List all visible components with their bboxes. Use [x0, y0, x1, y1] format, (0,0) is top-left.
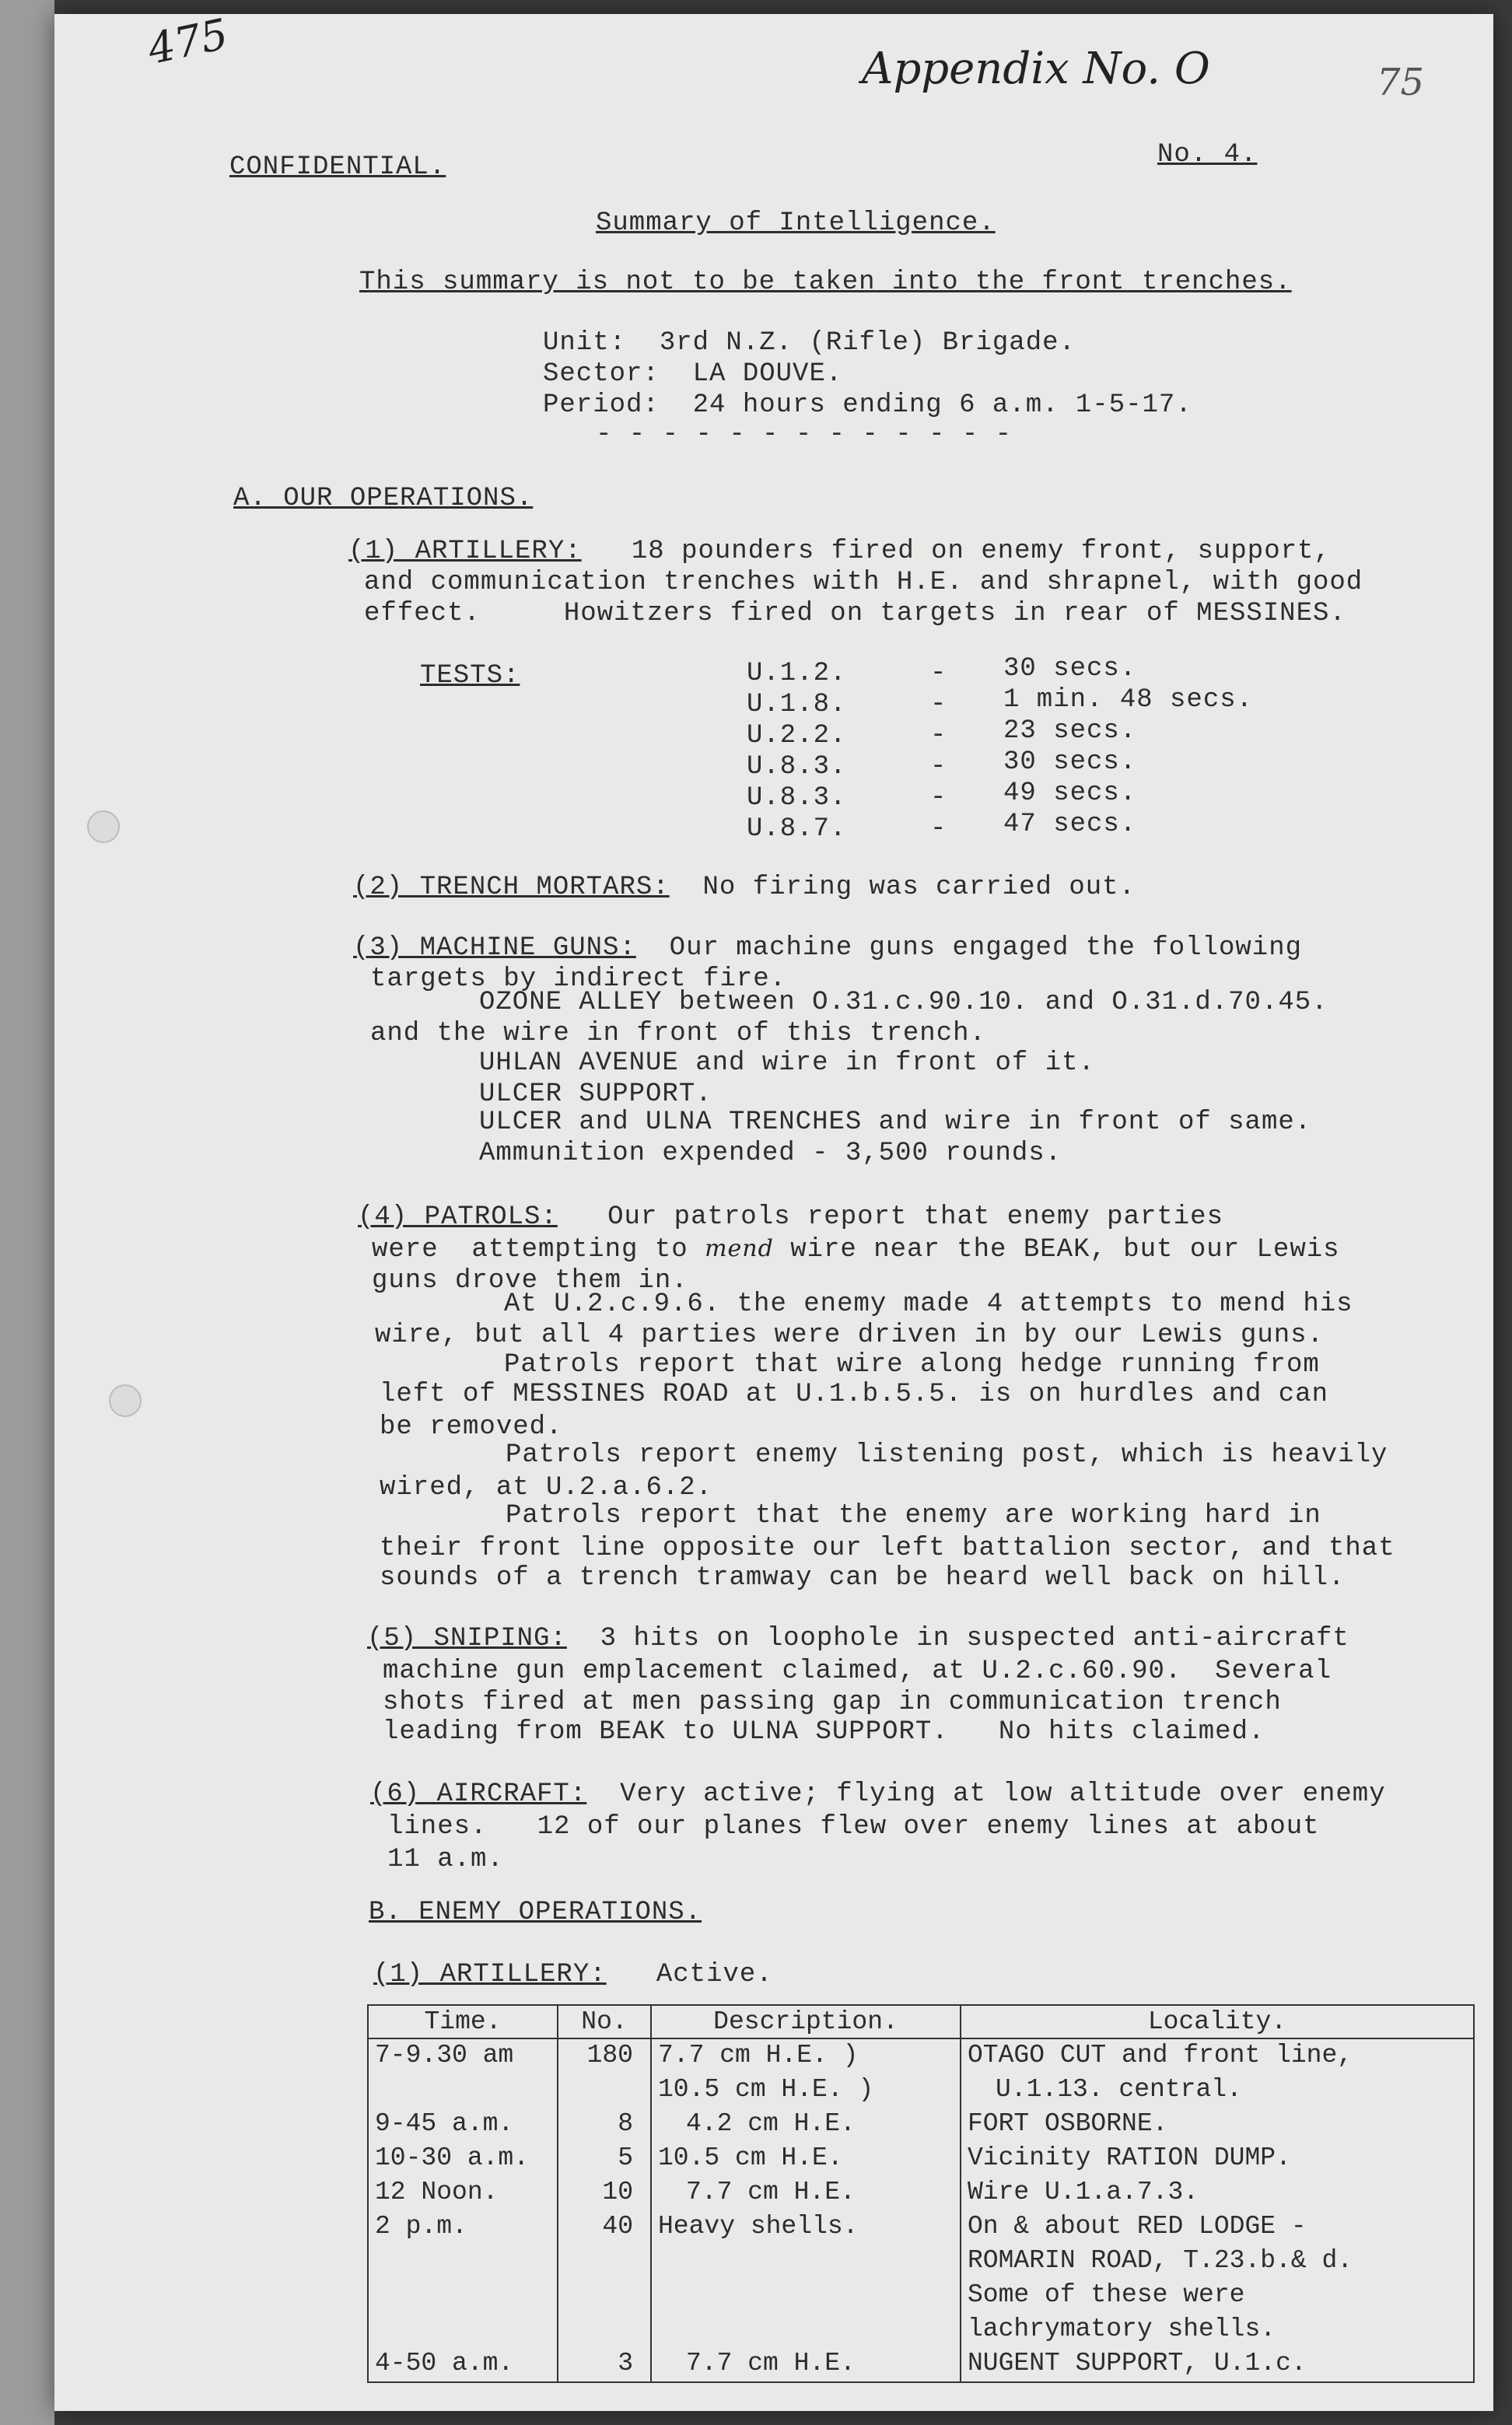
handwritten-mend: mend	[705, 1235, 774, 1262]
cell-time	[368, 2073, 558, 2108]
test-time: 30 secs.	[1003, 654, 1137, 684]
mg-text-7: ULCER and ULNA TRENCHES and wire in front of same.	[479, 1108, 1312, 1137]
cell-description: Heavy shells.	[651, 2210, 961, 2245]
section-b-heading: B. ENEMY OPERATIONS.	[369, 1898, 702, 1927]
cell-locality: NUGENT SUPPORT, U.1.c.	[961, 2347, 1474, 2382]
patrols-text-4: guns drove them in.	[372, 1266, 688, 1296]
aircraft-label: (6) AIRCRAFT:	[370, 1779, 587, 1809]
cell-no	[558, 2279, 651, 2313]
table-row	[368, 2245, 1474, 2279]
test-time: 49 secs.	[1003, 779, 1137, 808]
sniping-text-1: 3 hits on loophole in suspected anti-aircraft	[600, 1624, 1349, 1653]
cell-time: 7-9.30 am	[368, 2038, 558, 2073]
left-edge-strip	[0, 0, 54, 2425]
aircraft-text-2: lines. 12 of our planes flew over enemy lines at about	[387, 1812, 1320, 1842]
test-time: 23 secs.	[1003, 716, 1137, 746]
cell-time: 12 Noon.	[368, 2176, 558, 2210]
test-time: 30 secs.	[1003, 747, 1137, 777]
table-row	[368, 2313, 1474, 2347]
table-row	[368, 2038, 1474, 2073]
aircraft-text-3: 11 a.m.	[387, 1845, 504, 1874]
patrols-text-7: Patrols report that wire along hedge running from	[504, 1350, 1320, 1380]
document-number: No. 4.	[1157, 140, 1258, 170]
cell-time	[368, 2313, 558, 2347]
punch-hole	[109, 1384, 142, 1417]
patrols-line-1	[358, 1202, 1223, 1232]
cell-locality: OTAGO CUT and front line,	[961, 2038, 1474, 2073]
cell-locality: On & about RED LODGE -	[961, 2210, 1474, 2245]
cell-no	[558, 2245, 651, 2279]
patrols-text-5: At U.2.c.9.6. the enemy made 4 attempts to mend his	[504, 1289, 1353, 1319]
column-header-description: Description.	[651, 2005, 961, 2038]
trench-mortars-label: (2) TRENCH MORTARS:	[353, 873, 670, 902]
cell-description: 4.2 cm H.E.	[651, 2108, 961, 2142]
table-row	[368, 2176, 1474, 2210]
artillery-line-1: 18 pounders fired on enemy front, support,	[631, 537, 1331, 566]
test-dash: -	[930, 721, 947, 751]
table-row	[368, 2347, 1474, 2382]
patrols-text-1: Our patrols report that enemy parties	[607, 1202, 1223, 1232]
artillery-line-2: and communication trenches with H.E. and shrapnel, with good	[364, 568, 1363, 597]
trench-mortars-line	[353, 873, 1136, 902]
test-dash: -	[930, 752, 947, 782]
aircraft-text-1: Very active; flying at low altitude over enemy	[620, 1779, 1386, 1809]
cell-description: 10.5 cm H.E.	[651, 2142, 961, 2176]
table-row	[368, 2142, 1474, 2176]
sniping-text-4: leading from BEAK to ULNA SUPPORT. No hits claimed.	[383, 1717, 1265, 1747]
tests-times	[1003, 653, 1253, 840]
trench-mortars-text: No firing was carried out.	[702, 873, 1136, 902]
patrols-line-2	[372, 1235, 1340, 1265]
enemy-artillery-text: Active.	[656, 1960, 773, 1989]
test-dash: -	[930, 659, 947, 688]
cell-time	[368, 2245, 558, 2279]
artillery-line-3: effect. Howitzers fired on targets in rear of MESSINES.	[364, 599, 1346, 628]
mg-text-6: ULCER SUPPORT.	[479, 1080, 712, 1109]
test-time: 47 secs.	[1003, 810, 1137, 839]
sniping-text-2: machine gun emplacement claimed, at U.2.c.60.90. Several	[383, 1657, 1332, 1686]
patrols-text-13: their front line opposite our left battalion sector, and that	[380, 1534, 1395, 1563]
test-code: U.1.8.	[747, 690, 847, 719]
page-number: 75	[1377, 61, 1425, 104]
cell-no: 40	[558, 2210, 651, 2245]
patrols-text-8: left of MESSINES ROAD at U.1.b.5.5. is on hurdles and can	[380, 1380, 1328, 1409]
test-dash: -	[930, 814, 947, 844]
mg-text-3: OZONE ALLEY between O.31.c.90.10. and O.31.d.70.45.	[479, 988, 1328, 1017]
sector-line: Sector: LA DOUVE.	[543, 359, 843, 389]
patrols-text-3: wire near the BEAK, but our Lewis	[790, 1235, 1340, 1265]
appendix-label: Appendix No. O	[862, 44, 1210, 94]
test-code: U.2.2.	[747, 721, 847, 751]
machine-guns-label: (3) MACHINE GUNS:	[353, 933, 636, 963]
cell-time: 10-30 a.m.	[368, 2142, 558, 2176]
folio-number: 475	[143, 9, 233, 75]
cell-no: 5	[558, 2142, 651, 2176]
tests-dashes	[930, 658, 947, 845]
cell-description: 7.7 cm H.E.	[651, 2176, 961, 2210]
cell-locality: U.1.13. central.	[961, 2073, 1474, 2108]
enemy-artillery-line	[373, 1960, 773, 1989]
test-code: U.8.3.	[747, 783, 847, 813]
test-dash: -	[930, 783, 947, 813]
punch-hole	[87, 810, 120, 843]
table-row	[368, 2073, 1474, 2108]
test-time: 1 min. 48 secs.	[1003, 685, 1254, 715]
patrols-text-14: sounds of a trench tramway can be heard well back on hill.	[380, 1563, 1346, 1593]
patrols-label: (4) PATROLS:	[358, 1202, 558, 1232]
cell-locality: Wire U.1.a.7.3.	[961, 2176, 1474, 2210]
cell-no	[558, 2073, 651, 2108]
unit-line: Unit: 3rd N.Z. (Rifle) Brigade.	[543, 328, 1076, 358]
cell-time	[368, 2279, 558, 2313]
enemy-artillery-table	[367, 2004, 1475, 2383]
artillery-label	[348, 537, 1331, 566]
table-header-row	[368, 2005, 1474, 2038]
patrols-text-9: be removed.	[380, 1412, 563, 1442]
sniping-label: (5) SNIPING:	[367, 1624, 567, 1653]
document-title: Summary of Intelligence.	[596, 208, 996, 238]
patrols-text-2: were attempting to	[372, 1235, 688, 1265]
cell-description	[651, 2279, 961, 2313]
cell-description	[651, 2245, 961, 2279]
cell-locality: ROMARIN ROAD, T.23.b.& d.	[961, 2245, 1474, 2279]
confidential-label: CONFIDENTIAL.	[229, 152, 446, 182]
cell-time: 4-50 a.m.	[368, 2347, 558, 2382]
mg-text-4: and the wire in front of this trench.	[370, 1019, 986, 1048]
patrols-text-11: wired, at U.2.a.6.2.	[380, 1473, 713, 1503]
cell-locality: Some of these were	[961, 2279, 1474, 2313]
cell-locality: lachrymatory shells.	[961, 2313, 1474, 2347]
column-header-time: Time.	[368, 2005, 558, 2038]
mg-text-2: targets by indirect fire.	[370, 964, 787, 994]
cell-no: 10	[558, 2176, 651, 2210]
test-code: U.8.3.	[747, 752, 847, 782]
patrols-text-10: Patrols report enemy listening post, which is heavily	[506, 1440, 1388, 1470]
test-code: U.1.2.	[747, 659, 847, 688]
cell-no: 180	[558, 2038, 651, 2073]
header-divider: - - - - - - - - - - - - -	[596, 420, 1013, 450]
distribution-notice: This summary is not to be taken into the front trenches.	[359, 268, 1292, 297]
tests-codes	[747, 658, 846, 845]
cell-description: 10.5 cm H.E. )	[651, 2073, 961, 2108]
period-line: Period: 24 hours ending 6 a.m. 1-5-17.	[543, 390, 1192, 420]
mg-text-8: Ammunition expended - 3,500 rounds.	[479, 1139, 1062, 1168]
table-row	[368, 2108, 1474, 2142]
column-header-locality: Locality.	[961, 2005, 1474, 2038]
mg-text-5: UHLAN AVENUE and wire in front of it.	[479, 1048, 1095, 1078]
cell-no: 3	[558, 2347, 651, 2382]
artillery-label-text: (1) ARTILLERY:	[348, 537, 582, 566]
test-code: U.8.7.	[747, 814, 847, 844]
column-header-no: No.	[558, 2005, 651, 2038]
test-dash: -	[930, 690, 947, 719]
table-row	[368, 2279, 1474, 2313]
cell-no: 8	[558, 2108, 651, 2142]
sniping-text-3: shots fired at men passing gap in communication trench	[383, 1688, 1282, 1717]
aircraft-line-1	[370, 1779, 1386, 1809]
tests-label: TESTS:	[420, 661, 520, 691]
sniping-line-1	[367, 1624, 1349, 1653]
cell-time: 2 p.m.	[368, 2210, 558, 2245]
table-row	[368, 2210, 1474, 2245]
mg-text-1: Our machine guns engaged the following	[669, 933, 1302, 963]
patrols-text-12: Patrols report that the enemy are working hard in	[506, 1501, 1321, 1531]
cell-time: 9-45 a.m.	[368, 2108, 558, 2142]
cell-locality: FORT OSBORNE.	[961, 2108, 1474, 2142]
section-a-heading: A. OUR OPERATIONS.	[233, 484, 534, 513]
cell-no	[558, 2313, 651, 2347]
cell-description: 7.7 cm H.E.	[651, 2347, 961, 2382]
cell-description	[651, 2313, 961, 2347]
enemy-artillery-label: (1) ARTILLERY:	[373, 1960, 607, 1989]
patrols-text-6: wire, but all 4 parties were driven in by our Lewis guns.	[375, 1321, 1324, 1350]
cell-locality: Vicinity RATION DUMP.	[961, 2142, 1474, 2176]
cell-description: 7.7 cm H.E. )	[651, 2038, 961, 2073]
machine-guns-line-1	[353, 933, 1302, 963]
